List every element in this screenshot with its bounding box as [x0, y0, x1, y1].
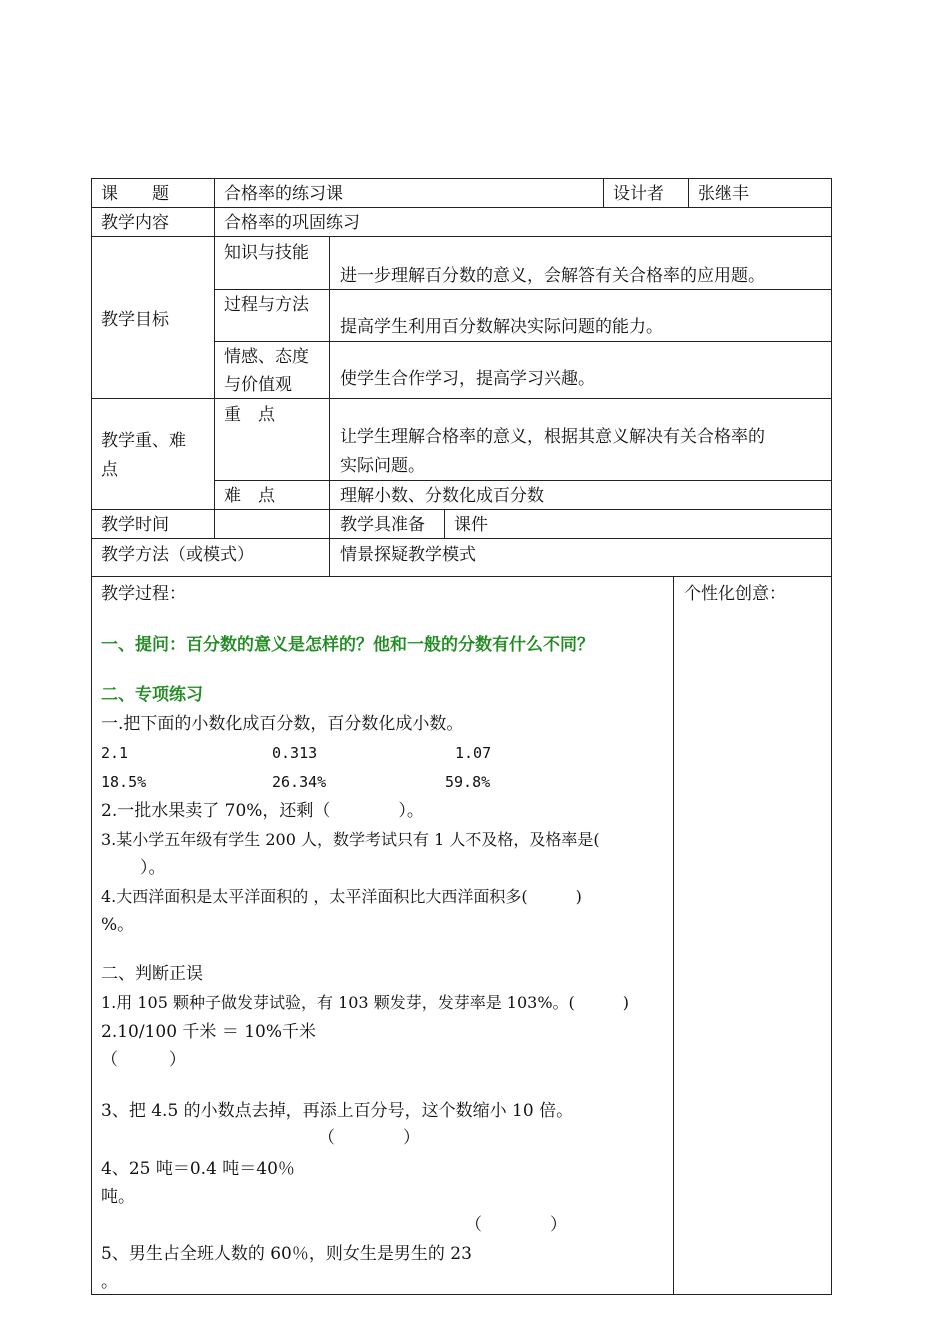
judge-4-line1: 4、25 吨＝0.4 吨＝40％ — [101, 1159, 295, 1179]
designer-label: 设计者 — [613, 184, 664, 204]
exercise-3-line1: 3.某小学五年级有学生 200 人，数学考试只有 1 人不及格，及格率是( — [101, 830, 600, 849]
subject-value: 合格率的练习课 — [224, 184, 343, 204]
designer-value: 张继丰 — [698, 184, 749, 204]
content-label: 教学内容 — [101, 213, 169, 233]
exercise-4-line1: 4.大西洋面积是太平洋面积的 ，太平洋面积比大西洋面积多( ) — [101, 887, 582, 906]
objective-knowledge-text: 进一步理解百分数的意义，会解答有关合格率的应用题。 — [340, 266, 765, 286]
section-two-title: 二、专项练习 — [101, 685, 203, 705]
objective-emotion-label-1: 情感、态度 — [224, 347, 309, 367]
percent-3: 59.8% — [445, 773, 491, 791]
key-text-1: 让学生理解合格率的意义，根据其意义解决有关合格率的 — [340, 427, 765, 447]
objectives-label: 教学目标 — [101, 310, 169, 330]
judge-3-paren: （ ） — [318, 1128, 420, 1148]
judge-4-line2: 吨。 — [101, 1187, 135, 1207]
exercise-2: 2.一批水果卖了 70%，还剩（ ）。 — [101, 801, 424, 821]
prep-value: 课件 — [454, 515, 488, 535]
prep-label: 教学具准备 — [340, 515, 425, 535]
percent-2: 26.34% — [272, 773, 327, 791]
judge-2-line2: （ ） — [101, 1050, 186, 1070]
judge-5-line2: 。 — [101, 1272, 118, 1292]
difficult-label: 难 点 — [224, 486, 275, 506]
key-text-2: 实际问题。 — [340, 456, 425, 476]
content-value: 合格率的巩固练习 — [224, 213, 360, 233]
keypoints-label-1: 教学重、难 — [101, 431, 186, 451]
decimal-1: 2.1 — [101, 744, 129, 762]
objective-knowledge-label: 知识与技能 — [224, 243, 309, 263]
judge-4-paren: （ ） — [465, 1215, 567, 1235]
decimal-3: 1.07 — [455, 744, 492, 762]
method-label: 教学方法（或模式） — [101, 545, 254, 565]
question-one: 一、提问：百分数的意义是怎样的？他和一般的分数有什么不同？ — [101, 635, 594, 655]
subject-label: 课 题 — [101, 184, 169, 204]
objective-process-text: 提高学生利用百分数解决实际问题的能力。 — [340, 317, 663, 337]
objective-emotion-text: 使学生合作学习，提高学习兴趣。 — [340, 369, 595, 389]
judge-5-line1: 5、男生占全班人数的 60％，则女生是男生的 23 — [101, 1244, 472, 1264]
judge-3: 3、把 4.5 的小数点去掉，再添上百分号，这个数缩小 10 倍。 — [101, 1101, 574, 1121]
method-value: 情景探疑教学模式 — [340, 545, 476, 565]
exercise-4-line2: %。 — [101, 915, 135, 935]
key-label: 重 点 — [224, 405, 275, 425]
time-label: 教学时间 — [101, 515, 169, 535]
decimal-2: 0.313 — [272, 744, 318, 762]
side-label: 个性化创意： — [684, 584, 786, 604]
percent-1: 18.5% — [101, 773, 147, 791]
exercise-1-prompt: 一.把下面的小数化成百分数，百分数化成小数。 — [101, 714, 464, 734]
judge-2-line1: 2.10/100 千米 ＝ 10%千米 — [101, 1022, 317, 1042]
process-label: 教学过程： — [101, 584, 186, 604]
judge-title: 二、判断正误 — [101, 964, 203, 984]
difficult-text: 理解小数、分数化成百分数 — [340, 486, 544, 506]
objective-process-label: 过程与方法 — [224, 295, 309, 315]
objective-emotion-label-2: 与价值观 — [224, 375, 292, 395]
exercise-3-line2: ）。 — [140, 858, 166, 878]
keypoints-label-2: 点 — [101, 460, 118, 480]
judge-1: 1.用 105 颗种子做发芽试验，有 103 颗发芽，发芽率是 103%。( ) — [101, 993, 630, 1012]
